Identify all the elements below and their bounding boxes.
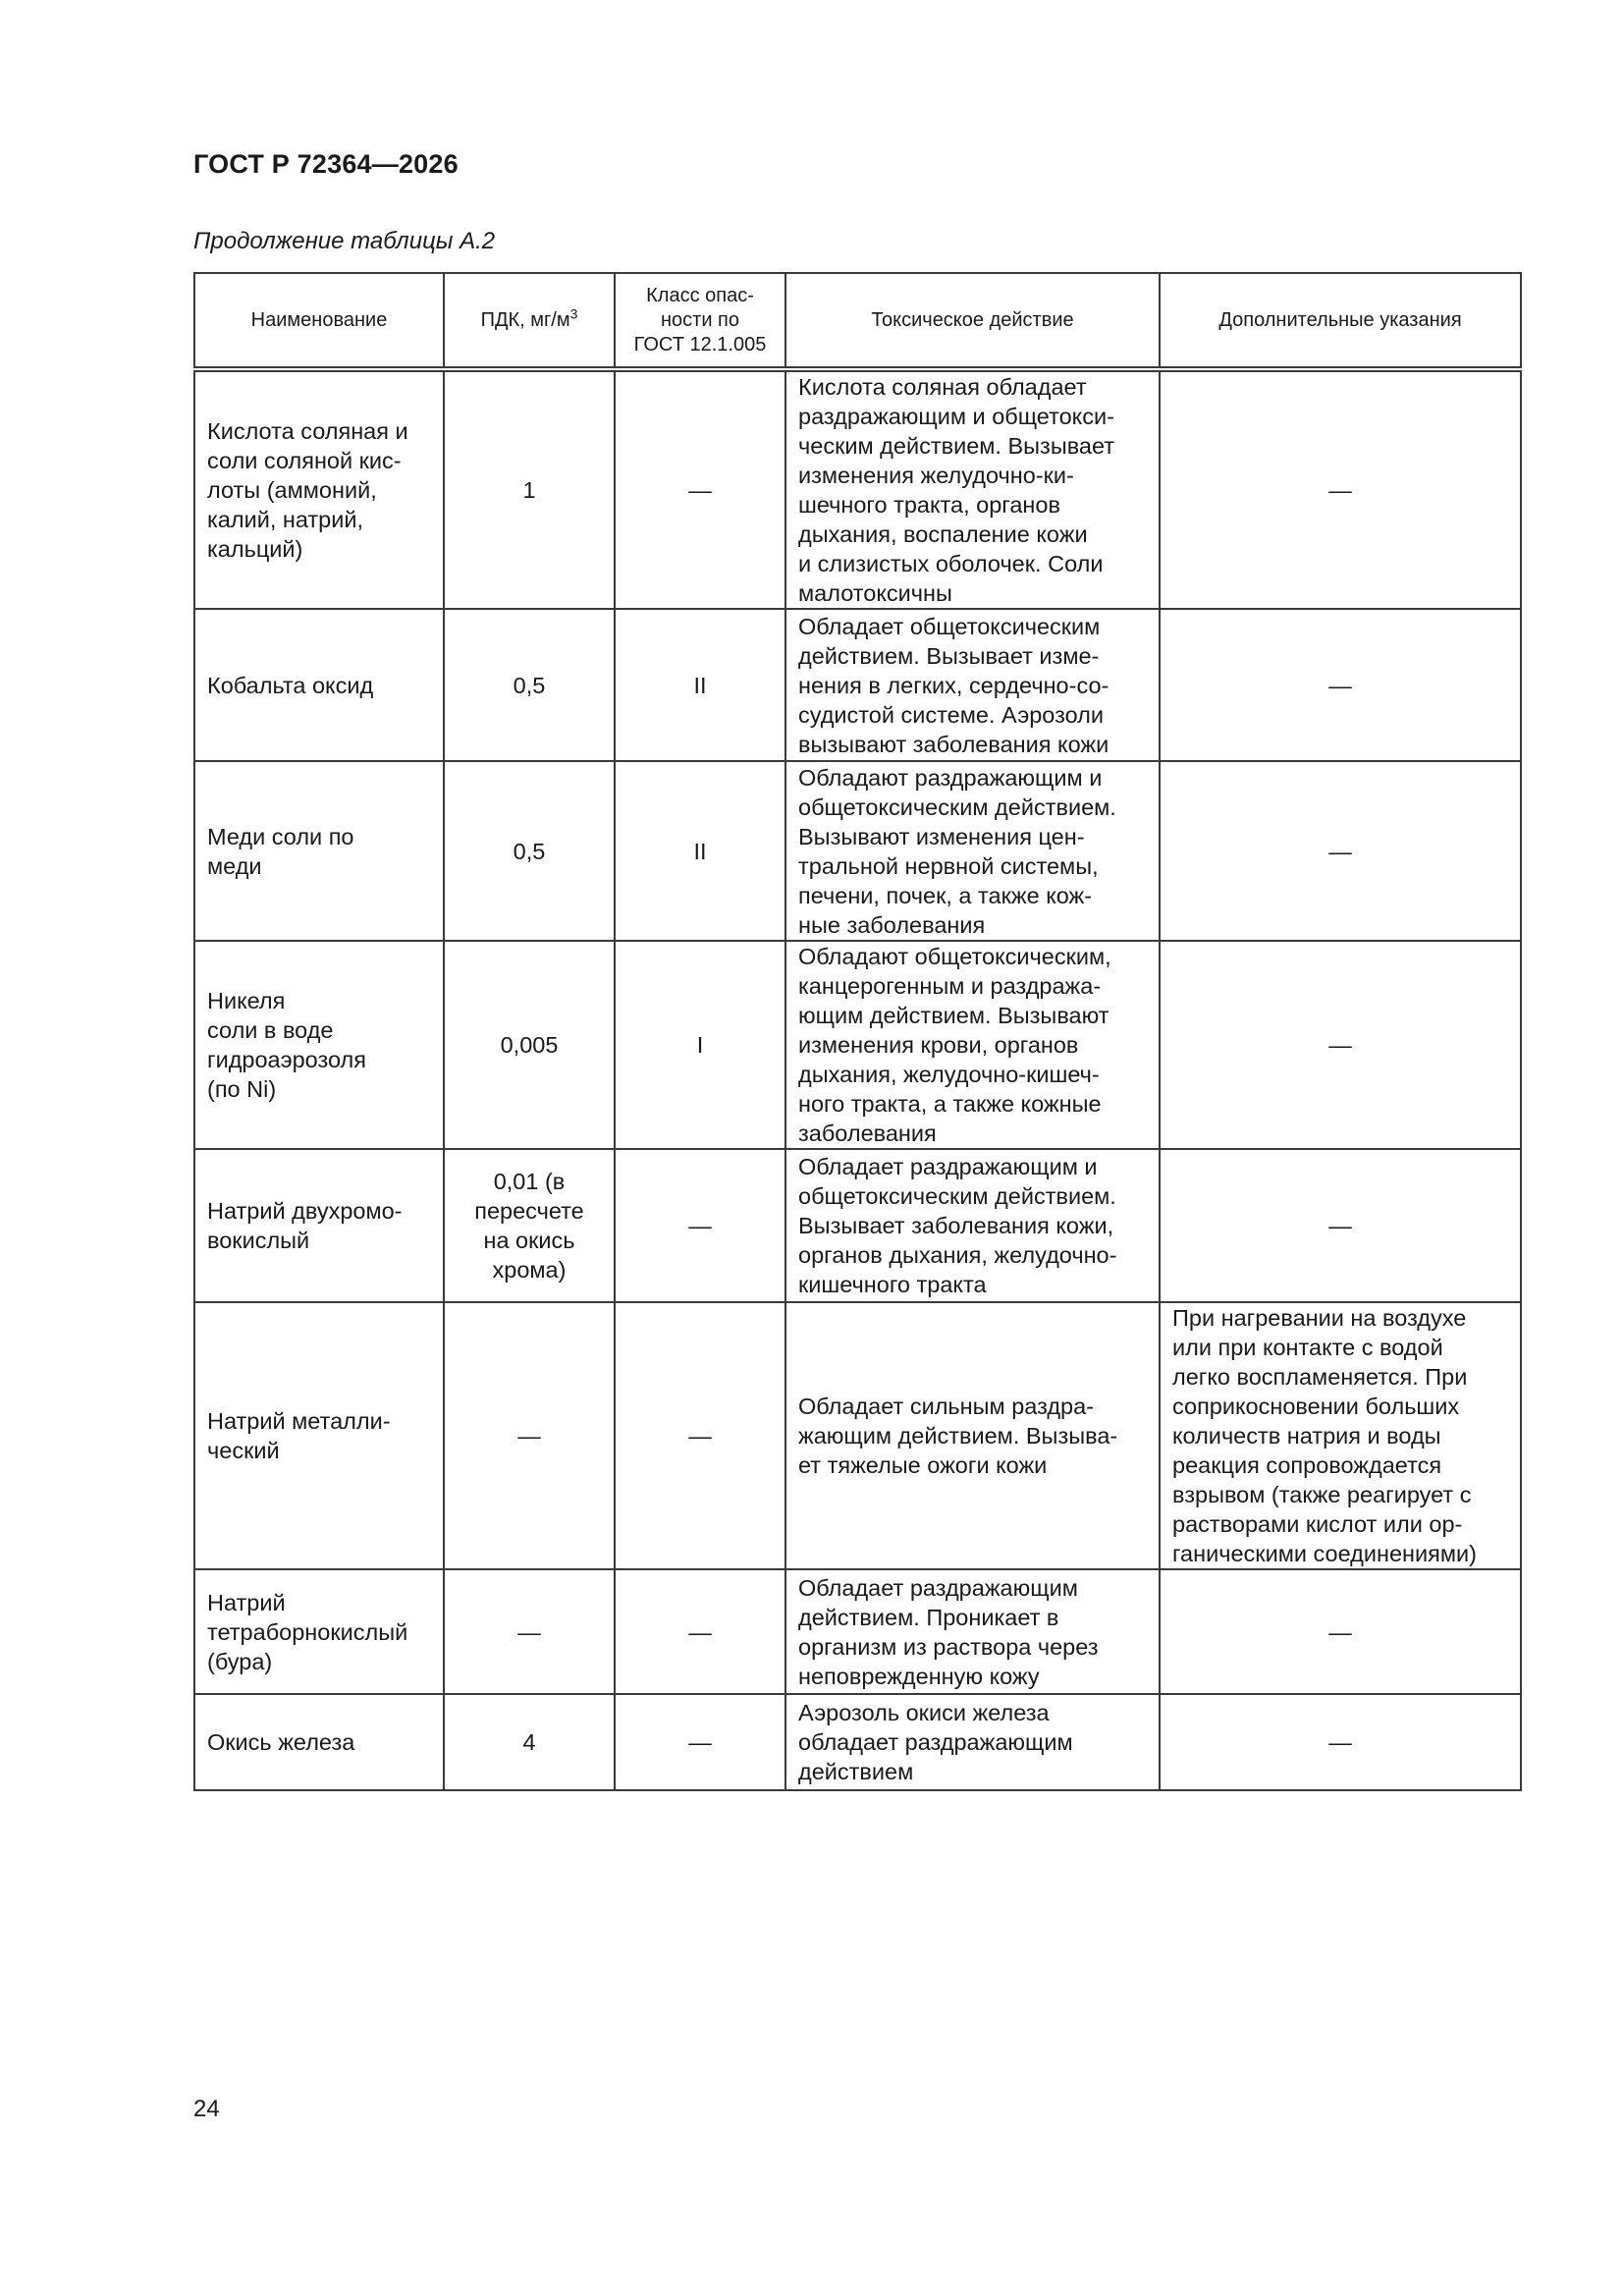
cell-pdk-line: 0,005 (500, 1032, 559, 1058)
cell-toxic-effect-line: неповрежденную кожу (798, 1663, 1040, 1689)
cell-notes-line: ганическими соединениями) (1172, 1541, 1477, 1566)
cell-hazard-class: II (615, 609, 785, 761)
column-header-hazard-class (615, 273, 785, 369)
cell-name-line: Натрий (207, 1589, 286, 1615)
cell-pdk-line: — (517, 1618, 541, 1645)
column-header-name: Наименование (194, 273, 444, 369)
cell-pdk-line: 0,5 (513, 838, 546, 864)
cell-toxic-effect-line: дыхания, желудочно-кишеч- (798, 1062, 1100, 1087)
cell-toxic-effect-line: кишечного тракта (798, 1272, 987, 1297)
cell-name (194, 1149, 444, 1302)
cell-toxic-effect-line: Обладает раздражающим и (798, 1154, 1098, 1179)
cell-name-line: Натрий металли- (207, 1408, 391, 1434)
cell-toxic-effect (785, 609, 1160, 761)
table-row (194, 609, 1521, 761)
cell-pdk (444, 1694, 615, 1790)
cell-toxic-effect-line: Обладает общетоксическим (798, 613, 1101, 639)
cell-notes-line: — (1328, 1032, 1352, 1058)
cell-toxic-effect-line: раздражающим и общетокси- (798, 404, 1114, 429)
cell-toxic-effect-line: малотоксичны (798, 580, 952, 606)
cell-notes-line: реакция сопровождается (1172, 1452, 1442, 1478)
table-body (194, 369, 1521, 1790)
hazard-header-line: Класс опас- (646, 284, 754, 306)
cell-notes (1160, 1302, 1521, 1569)
cell-hazard-class: — (615, 1149, 785, 1302)
cell-toxic-effect-line: канцерогенным и раздража- (798, 973, 1102, 999)
cell-name-line: лоты (аммоний, (207, 477, 377, 503)
table-row (194, 1694, 1521, 1790)
cell-hazard-class: I (615, 941, 785, 1149)
cell-toxic-effect-line: судистой системе. Аэрозоли (798, 701, 1104, 728)
cell-toxic-effect (785, 369, 1160, 609)
cell-toxic-effect-line: ет тяжелые ожоги кожи (798, 1452, 1048, 1478)
cell-toxic-effect-line: нения в легких, сердечно-со- (798, 672, 1109, 698)
cell-name-line: тетраборнокислый (207, 1618, 408, 1645)
cell-toxic-effect-line: изменения крови, органов (798, 1032, 1079, 1058)
cell-toxic-effect-line: вызывают заболевания кожи (798, 731, 1109, 757)
cell-name (194, 941, 444, 1149)
pdk-header-superscript: 3 (569, 304, 578, 321)
cell-toxic-effect (785, 1302, 1160, 1569)
cell-notes-line: количеств натрия и воды (1172, 1423, 1441, 1449)
cell-hazard-class: — (615, 369, 785, 609)
cell-toxic-effect (785, 761, 1160, 941)
cell-toxic-effect (785, 1149, 1160, 1302)
cell-toxic-effect-line: Аэрозоль окиси железа (798, 1700, 1050, 1725)
cell-notes-line: взрывом (также реагирует с (1172, 1482, 1472, 1507)
standard-header: ГОСТ Р 72364—2026 (193, 149, 459, 179)
cell-toxic-effect-line: Вызывает заболевания кожи, (798, 1213, 1114, 1238)
hazard-header-line: ГОСТ 12.1.005 (633, 333, 767, 355)
cell-name-line: Окись железа (207, 1729, 355, 1755)
cell-name (194, 609, 444, 761)
cell-toxic-effect-line: Обладает сильным раздра- (798, 1394, 1095, 1419)
cell-name-line: меди (207, 852, 262, 879)
cell-toxic-effect-line: Вызывают изменения цен- (798, 823, 1085, 849)
cell-pdk-line: — (517, 1423, 541, 1449)
cell-toxic-effect-line: заболевания (798, 1121, 937, 1146)
table-row (194, 1149, 1521, 1302)
cell-pdk-line: хрома) (492, 1257, 567, 1283)
cell-name-line: (бура) (207, 1648, 273, 1674)
cell-notes (1160, 609, 1521, 761)
cell-toxic-effect (785, 941, 1160, 1149)
cell-pdk-line: на окись (483, 1228, 575, 1253)
cell-hazard-class: — (615, 1302, 785, 1569)
cell-toxic-effect-line: жающим действием. Вызыва- (798, 1423, 1118, 1449)
cell-pdk (444, 1302, 615, 1569)
cell-name-line: соли в воде (207, 1017, 334, 1043)
cell-notes (1160, 1694, 1521, 1790)
cell-toxic-effect-line: ного тракта, а также кожные (798, 1091, 1102, 1117)
cell-toxic-effect-line: органов дыхания, желудочно- (798, 1242, 1117, 1268)
cell-name (194, 1302, 444, 1569)
cell-notes-line: — (1328, 672, 1352, 698)
page-number: 24 (193, 2096, 220, 2122)
cell-toxic-effect-line: Кислота соляная обладает (798, 374, 1087, 400)
cell-pdk-line: пересчете (474, 1198, 584, 1224)
cell-pdk-line: 4 (522, 1729, 536, 1755)
cell-notes-line: — (1328, 1729, 1352, 1755)
column-header-pdk (444, 273, 615, 369)
cell-name-line: кальций) (207, 536, 303, 562)
cell-pdk-line: 0,01 (в (493, 1169, 566, 1194)
cell-name-line: ческий (207, 1438, 280, 1463)
cell-toxic-effect-line: дыхания, воспаление кожи (798, 521, 1088, 547)
cell-notes-line: легко воспламеняется. При (1172, 1364, 1468, 1390)
cell-pdk (444, 761, 615, 941)
cell-notes-line: или при контакте с водой (1172, 1335, 1443, 1360)
cell-hazard-class: — (615, 1569, 785, 1694)
cell-name-line: (по Ni) (207, 1076, 277, 1102)
cell-notes-line: — (1328, 1618, 1352, 1645)
cell-toxic-effect-line: Обладает раздражающим (798, 1574, 1078, 1601)
cell-pdk-line: 0,5 (513, 672, 546, 698)
cell-notes-line: — (1328, 477, 1352, 503)
cell-toxic-effect-line: действием (798, 1759, 914, 1784)
table-row (194, 369, 1521, 609)
cell-notes-line: — (1328, 1213, 1352, 1238)
cell-notes-line: — (1328, 838, 1352, 864)
cell-toxic-effect-line: тральной нервной системы, (798, 852, 1099, 879)
cell-toxic-effect-line: шечного тракта, органов (798, 492, 1060, 518)
cell-toxic-effect-line: Обладают раздражающим и (798, 764, 1103, 791)
cell-toxic-effect-line: ческим действием. Вызывает (798, 433, 1115, 459)
cell-toxic-effect-line: организм из раствора через (798, 1633, 1099, 1660)
cell-hazard-class: II (615, 761, 785, 941)
cell-toxic-effect (785, 1694, 1160, 1790)
cell-name (194, 761, 444, 941)
cell-name-line: Кислота соляная и (207, 418, 408, 444)
table-row (194, 1302, 1521, 1569)
cell-toxic-effect-line: действием. Проникает в (798, 1604, 1059, 1630)
cell-notes (1160, 1569, 1521, 1694)
cell-name-line: Меди соли по (207, 823, 354, 849)
column-header-toxic-effect: Токсическое действие (785, 273, 1160, 369)
cell-pdk (444, 1149, 615, 1302)
cell-name-line: вокислый (207, 1228, 310, 1253)
cell-pdk (444, 369, 615, 609)
cell-hazard-class: — (615, 1694, 785, 1790)
cell-name (194, 369, 444, 609)
cell-toxic-effect-line: общетоксическим действием. (798, 793, 1116, 820)
table-row (194, 941, 1521, 1149)
cell-toxic-effect (785, 1569, 1160, 1694)
column-header-notes: Дополнительные указания (1160, 273, 1521, 369)
substances-table (193, 272, 1522, 1791)
cell-notes (1160, 761, 1521, 941)
hazard-header-line: ности по (660, 308, 739, 331)
cell-notes-line: растворами кислот или ор- (1172, 1511, 1463, 1537)
table-header-row (194, 273, 1521, 369)
cell-notes (1160, 369, 1521, 609)
cell-name-line: Натрий двухромо- (207, 1198, 403, 1224)
cell-name (194, 1694, 444, 1790)
cell-toxic-effect-line: ные заболевания (798, 911, 986, 938)
cell-toxic-effect-line: обладает раздражающим (798, 1729, 1073, 1755)
cell-pdk (444, 941, 615, 1149)
cell-name-line: соли соляной кис- (207, 448, 402, 473)
cell-toxic-effect-line: и слизистых оболочек. Соли (798, 551, 1104, 576)
cell-pdk (444, 609, 615, 761)
cell-toxic-effect-line: печени, почек, а также кож- (798, 882, 1093, 908)
cell-pdk-line: 1 (522, 477, 536, 503)
cell-pdk (444, 1569, 615, 1694)
cell-name-line: гидроаэрозоля (207, 1047, 366, 1072)
cell-name (194, 1569, 444, 1694)
cell-notes-line: При нагревании на воздухе (1172, 1305, 1467, 1331)
table-caption: Продолжение таблицы А.2 (193, 228, 496, 254)
cell-notes (1160, 941, 1521, 1149)
cell-name-line: Никеля (207, 988, 286, 1013)
cell-name-line: калий, натрий, (207, 507, 364, 532)
table-row (194, 761, 1521, 941)
cell-toxic-effect-line: изменения желудочно-ки- (798, 463, 1074, 488)
table-row (194, 1569, 1521, 1694)
cell-toxic-effect-line: ющим действием. Вызывают (798, 1003, 1109, 1028)
cell-notes (1160, 1149, 1521, 1302)
cell-notes-line: соприкосновении больших (1172, 1394, 1460, 1419)
cell-toxic-effect-line: общетоксическим действием. (798, 1183, 1116, 1209)
pdk-header-text: ПДК, мг/м (480, 308, 570, 331)
cell-toxic-effect-line: действием. Вызывает изме- (798, 642, 1100, 669)
cell-toxic-effect-line: Обладают общетоксическим, (798, 944, 1111, 969)
cell-name-line: Кобальта оксид (207, 672, 374, 698)
